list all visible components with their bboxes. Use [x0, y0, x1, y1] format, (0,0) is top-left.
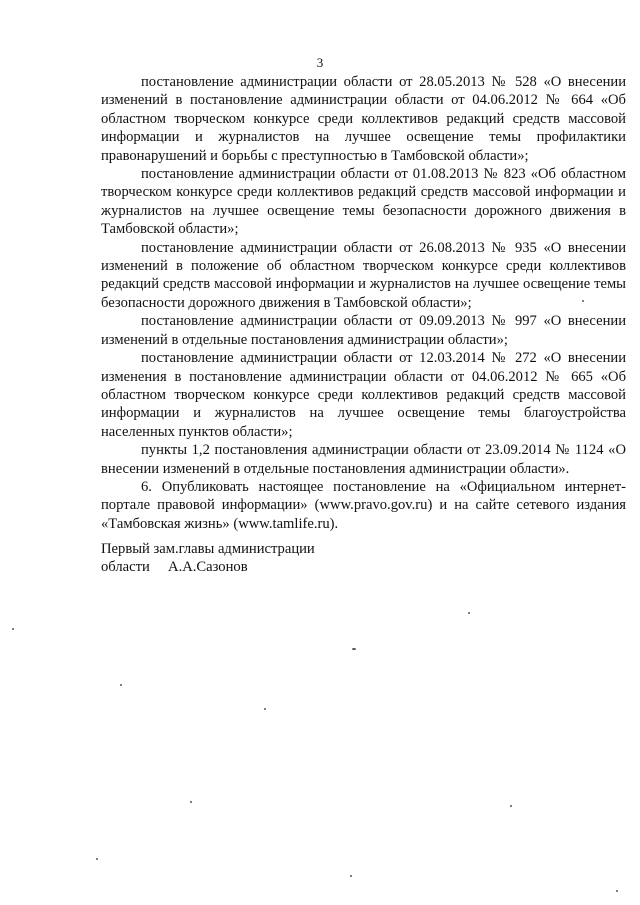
- scan-speck: [264, 708, 266, 710]
- scan-speck: [120, 684, 122, 686]
- scan-speck: [510, 805, 512, 807]
- page-number: 3: [316, 55, 324, 70]
- scan-speck: [582, 300, 584, 302]
- scan-speck: [12, 628, 14, 630]
- paragraph-resolution-823: постановление администрации области от 01.08.2013 № 823 «Об областном творческом конкурсе среди коллективов редакций средств массовой информации и журналистов на лучшее освещение темы безопасности дорожного движения в Тамбовской области»;: [101, 166, 626, 238]
- paragraph-resolution-997: постановление администрации области от 09.09.2013 № 997 «О внесении изменений в отдельные постановления администрации области»;: [101, 313, 626, 348]
- signatory-name: области А.А.Сазонов: [101, 559, 248, 576]
- paragraph-resolution-528: постановление администрации области от 28.05.2013 № 528 «О внесении изменений в постановление администрации области от 04.06.2012 № 664 «Об областном творческом конкурсе среди коллективов редакций средств массовой информации и журналистов на лучшее освещение темы профилактики правонарушений и борьбы с преступностью в Тамбовской области»;: [101, 74, 626, 164]
- paragraph-resolution-272: постановление администрации области от 12.03.2014 № 272 «О внесении изменения в постановление администрации области от 04.06.2012 № 665 «Об областном творческом конкурсе среди коллективов редакций средств массовой информации и журналистов на лучшее освещение темы благоустройства населенных пунктов области»;: [101, 350, 626, 440]
- paragraph-resolution-1124: пункты 1,2 постановления администрации области от 23.09.2014 № 1124 «О внесении изменений в отдельные постановления администрации области».: [101, 442, 626, 477]
- paragraph-publication-clause: 6. Опубликовать настоящее постановление на «Официальном интернет-портале правовой информации» (www.pravo.gov.ru) и на сайте сетевого издания «Тамбовская жизнь» (www.tamlife.ru).: [101, 478, 626, 532]
- scan-speck: [350, 875, 352, 877]
- scan-speck: [96, 858, 98, 860]
- signature-block: [101, 540, 315, 577]
- paragraph-resolution-935: постановление администрации области от 26.08.2013 № 935 «О внесении изменений в положение об областном творческом конкурсе среди коллективов редакций средств массовой информации и журналистов на лучшее освещение темы безопасности дорожного движения в Тамбовской области»;: [101, 239, 626, 311]
- scan-speck: [190, 801, 192, 803]
- document-body: [101, 73, 626, 533]
- scan-speck: [352, 648, 356, 650]
- scan-speck: [616, 890, 618, 892]
- signatory-position: Первый зам.главы администрации: [101, 541, 315, 557]
- scan-speck: [468, 612, 470, 614]
